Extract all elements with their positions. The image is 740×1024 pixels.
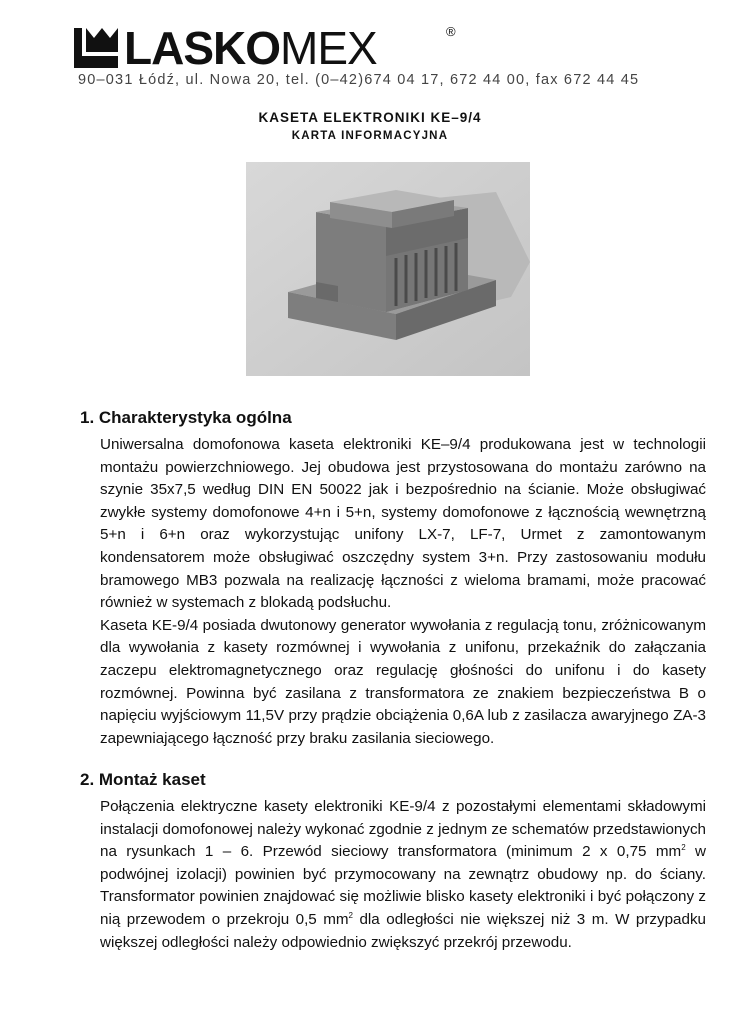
- logo-wordmark: [124, 24, 377, 72]
- superscript-a: 2: [681, 843, 686, 853]
- laskomex-logo-mark-icon: [74, 28, 118, 68]
- section-body-general: [100, 434, 706, 750]
- superscript-b: 2: [348, 910, 353, 920]
- company-address: 90–031 Łódź, ul. Nowa 20, tel. (0–42)674 04 17, 672 44 00, fax 672 44 45: [78, 72, 640, 88]
- paragraph-general-1: Uniwersalna domofonowa kaseta elektroniki KE–9/4 produkowana jest w technologii montażu powierzchniowego. Jej obudowa jest przystosowana do montażu zarówno na szynie 35x7,5 według DIN EN 50022 jak i bezpośrednio na ścianie. Może obsługiwać zwykłe systemy domofonowe 4+n i 5+n, systemy domofonowe z łącznością wewnętrzną 5+n i 6+n oraz wykorzystując unifony LX-7, LF-7, Urmet z zamontowanym kondensatorem może obsługiwać oszczędny system 3+n. Przy zastosowaniu modułu bramowego MB3 pozwala na realizację łączności z wieloma bramami, może pracować również w systemach z blokadą podsłuchu.: [100, 436, 706, 612]
- mounting-text-a: Połączenia elektryczne kasety elektroniki KE-9/4 z pozostałymi elementami składowymi instalacji domofonowej należy wykonać zgodnie z jednym ze schematów przedstawionych na rysunkach 1 – 6. Przewód sieciowy transformatora (minimum 2 x 0,75 mm: [100, 798, 706, 861]
- electronics-box-illustration: [246, 162, 530, 376]
- document-title: KASETA ELEKTRONIKI KE–9/4: [258, 110, 482, 125]
- paragraph-general-2: Kaseta KE-9/4 posiada dwutonowy generator wywołania z regulacją tonu, zróżnicowanym dla wywołania z kasety rozmównej i wywołania z unifonu, przekaźnik do załączania zaczepu elektromagnetycznego oraz regulację głośności do unifonu i do kasety rozmównej. Powinna być zasilana z transformatora ze znakiem bezpieczeństwa B o napięciu wyjściowym 11,5V przy prądzie obciążenia 0,6A lub z zasilacza awaryjnego ZA-3 zapewniającego łączność przy braku zasilania sieciowego.: [100, 616, 706, 747]
- logo-wordmark-bold: LASKO: [124, 22, 280, 74]
- registered-mark: ®: [446, 24, 456, 39]
- paragraph-mounting: [100, 796, 706, 954]
- section-body-mounting: [100, 796, 706, 954]
- mounting-text-c: dla odległości nie większej niż 3 m. W przypadku większej odległości należy odpowiednio zwiększyć przekrój przewodu.: [100, 910, 706, 951]
- section-heading-mounting: 2. Montaż kaset: [80, 770, 206, 789]
- product-photo: [246, 162, 530, 376]
- section-heading-general: 1. Charakterystyka ogólna: [80, 408, 292, 427]
- mounting-text-b: w podwójnej izolacji) powinien być przymocowany na zewnątrz obudowy np. do ściany. Transformator powinien znajdować się możliwie blisko kasety elektroniki i być połączony z nią przewodem o przekroju 0,5 mm: [100, 843, 707, 928]
- document-subtitle: KARTA INFORMACYJNA: [291, 130, 449, 142]
- logo-wordmark-light: MEX: [280, 22, 377, 74]
